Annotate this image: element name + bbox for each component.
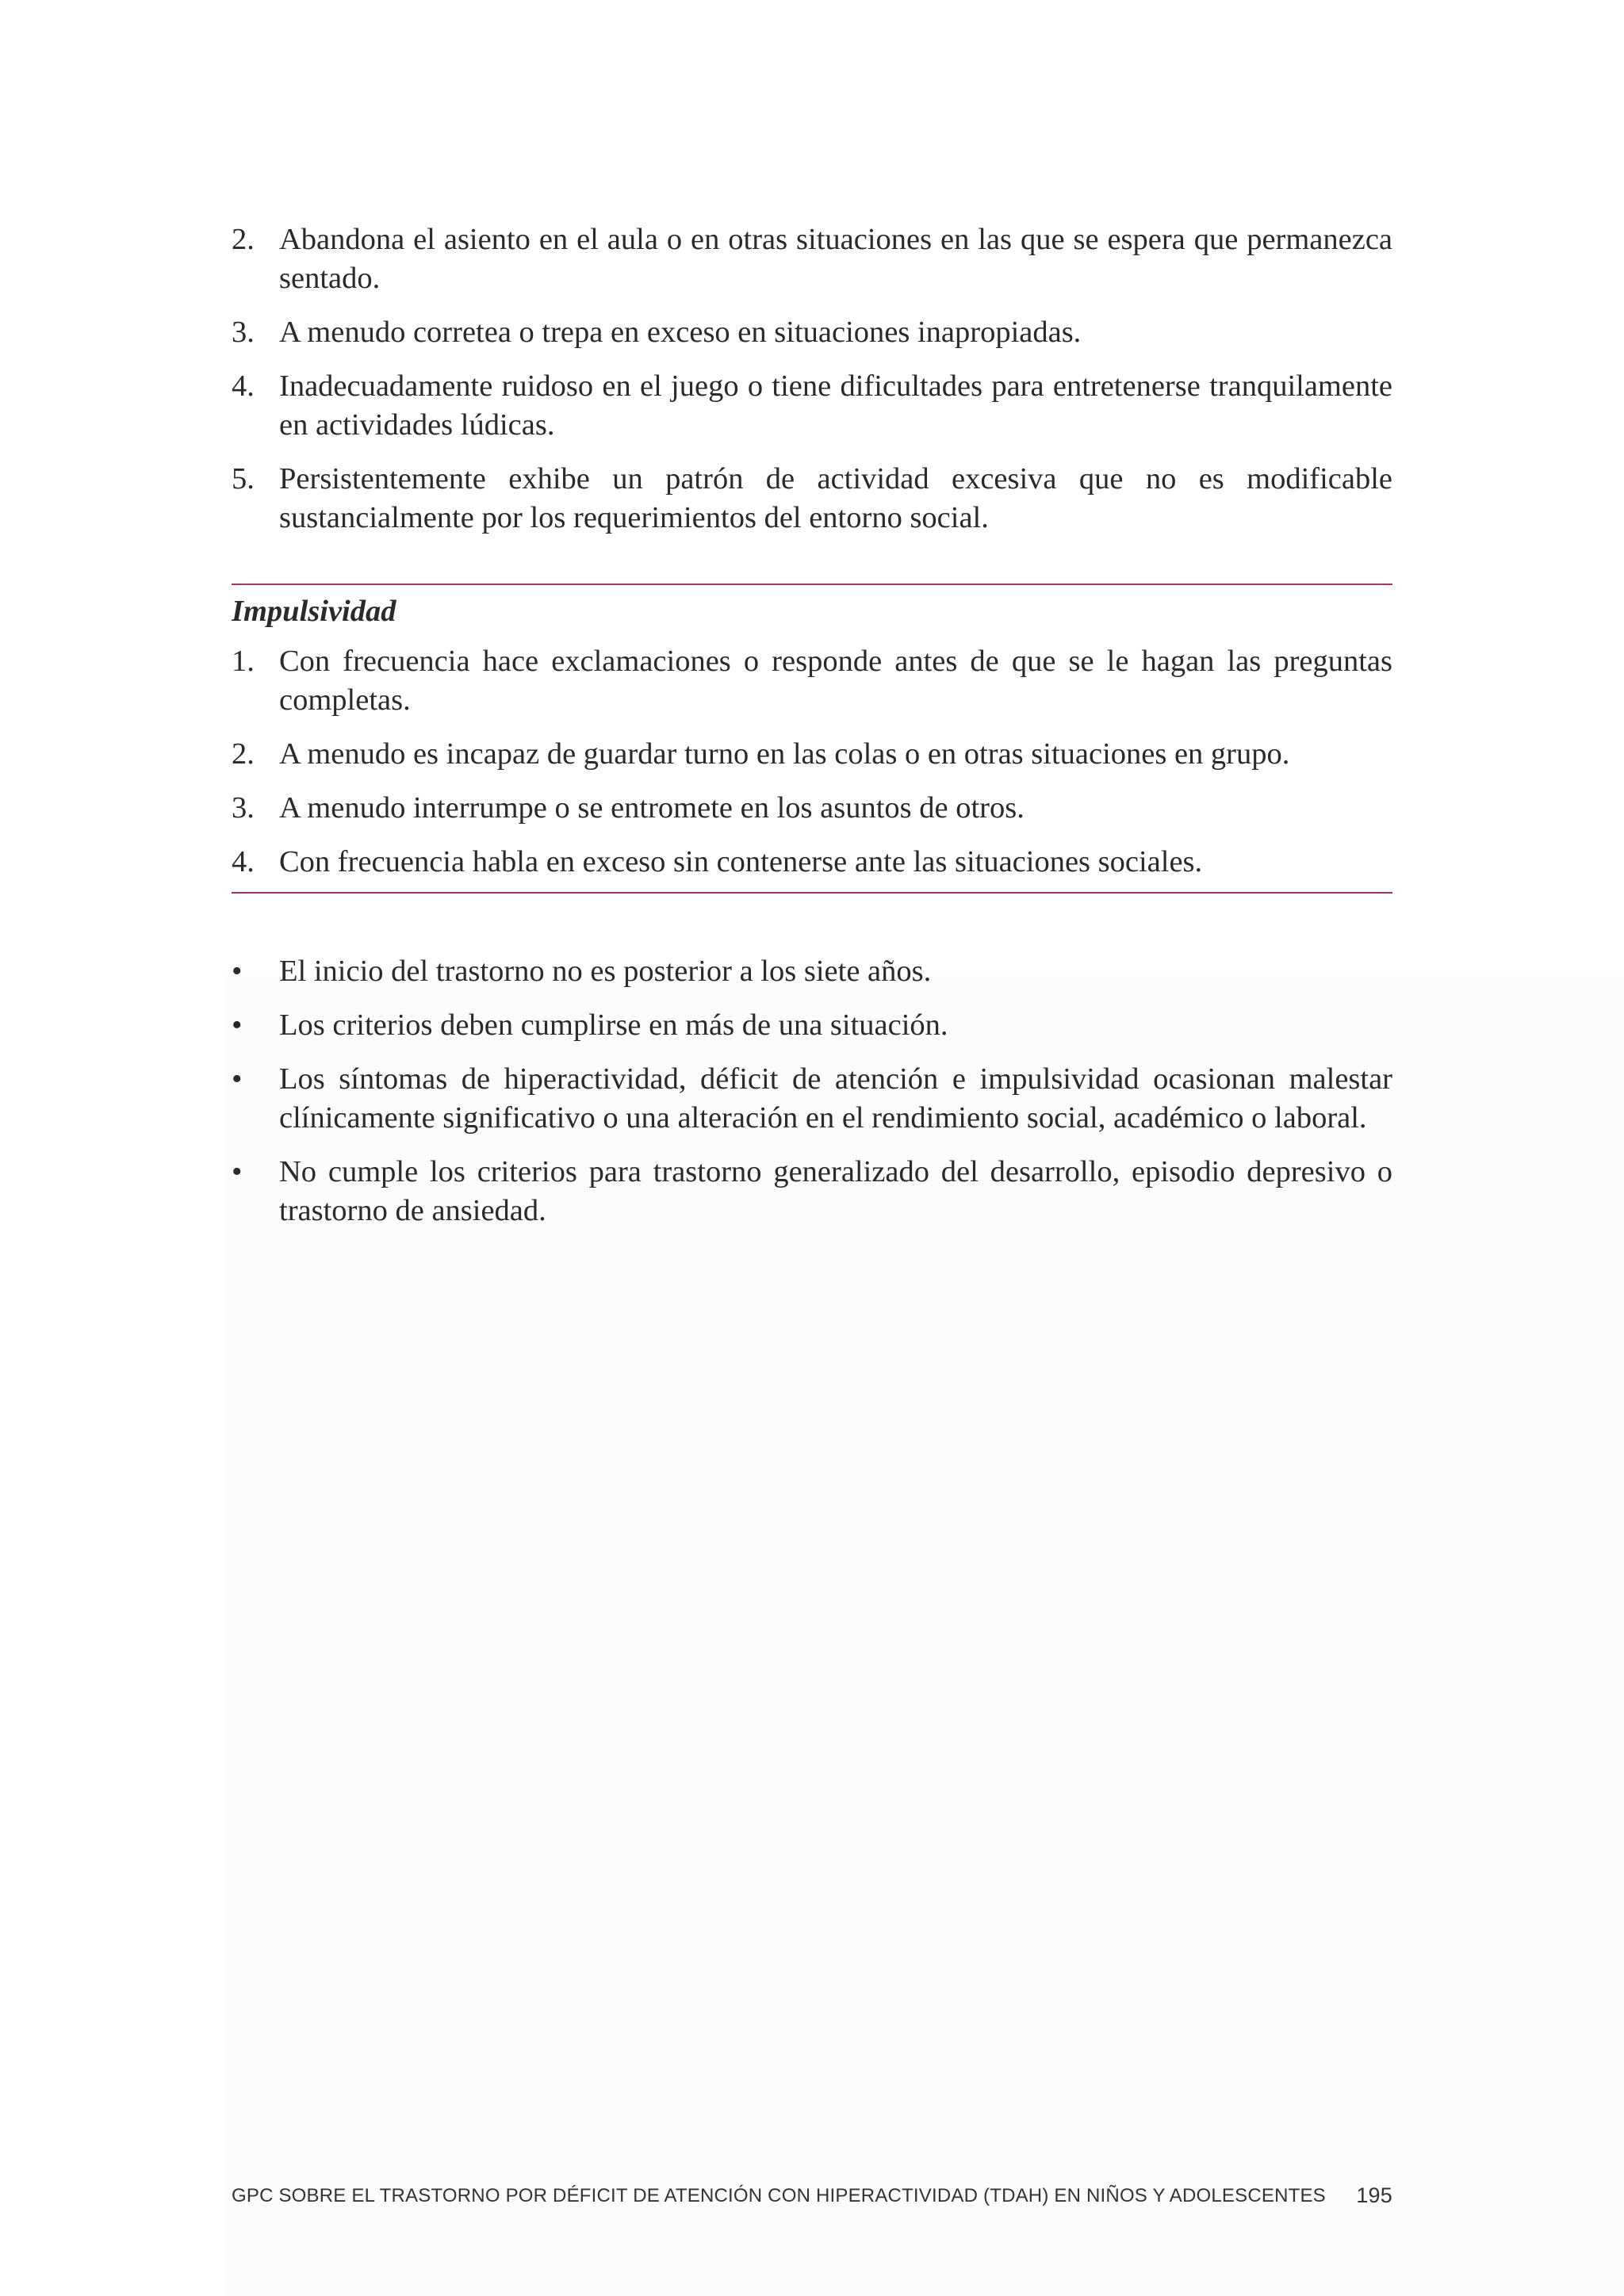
item-number: 3. (232, 316, 255, 349)
bullet-icon: • (232, 1155, 243, 1188)
page-content (232, 220, 1392, 1230)
item-text: Los síntomas de hiperactividad, déficit de atención e impulsividad ocasionan malestar clínicamente significativo o una alteración en el rendimiento social, académico o laboral. (279, 1062, 1392, 1135)
item-text: Persistentemente exhibe un patrón de actividad excesiva que no es modificable sustancialmente por los requerimientos del entorno social. (279, 462, 1392, 534)
impulsivity-heading: Impulsividad (232, 595, 396, 628)
item-text: No cumple los criterios para trastorno generalizado del desarrollo, episodio depresivo o trastorno de ansiedad. (279, 1155, 1392, 1227)
item-text: Los criterios deben cumplirse en más de una situación. (279, 1008, 948, 1042)
list-item (232, 735, 1392, 774)
item-text: A menudo es incapaz de guardar turno en las colas o en otras situaciones en grupo. (279, 737, 1290, 771)
page-footer (232, 2185, 1392, 2207)
list-item (232, 1153, 1392, 1230)
list-item (232, 367, 1392, 445)
footer-running-title: GPC SOBRE EL TRASTORNO POR DÉFICIT DE ATENCIÓN CON HIPERACTIVIDAD (TDAH) EN NIÑOS Y ADOLESCENTES (232, 2185, 1326, 2206)
item-number: 1. (232, 645, 255, 678)
item-text: Con frecuencia habla en exceso sin contenerse ante las situaciones sociales. (279, 845, 1203, 878)
criteria-bullet-list (232, 952, 1392, 1230)
item-number: 3. (232, 791, 255, 825)
item-text: Abandona el asiento en el aula o en otras situaciones en las que se espera que permanezca sentado. (279, 223, 1392, 295)
item-text: A menudo interrumpe o se entromete en los asuntos de otros. (279, 791, 1025, 825)
bullet-icon: • (232, 1062, 243, 1096)
hyperactivity-list (232, 220, 1392, 538)
item-text: Inadecuadamente ruidoso en el juego o tiene dificultades para entretenerse tranquilamente en actividades lúdicas. (279, 369, 1392, 442)
list-item (232, 642, 1392, 720)
section-divider-top (232, 584, 1392, 585)
list-item (232, 1060, 1392, 1138)
item-text: A menudo corretea o trepa en exceso en situaciones inapropiadas. (279, 316, 1082, 349)
impulsivity-list (232, 642, 1392, 882)
item-text: Con frecuencia hace exclamaciones o responde antes de que se le hagan las preguntas completas. (279, 645, 1392, 717)
item-number: 4. (232, 845, 255, 878)
item-text: El inicio del trastorno no es posterior a los siete años. (279, 955, 932, 988)
list-item (232, 789, 1392, 828)
item-number: 2. (232, 223, 255, 256)
bullet-icon: • (232, 1008, 243, 1042)
section-divider-bottom (232, 892, 1392, 894)
list-item (232, 220, 1392, 298)
item-number: 4. (232, 369, 255, 403)
list-item (232, 843, 1392, 882)
item-number: 2. (232, 737, 255, 771)
list-item (232, 952, 1392, 991)
list-item (232, 313, 1392, 352)
bullet-icon: • (232, 955, 243, 988)
list-item (232, 460, 1392, 538)
list-item (232, 1006, 1392, 1045)
page-number: 195 (1356, 2183, 1392, 2207)
item-number: 5. (232, 462, 255, 496)
